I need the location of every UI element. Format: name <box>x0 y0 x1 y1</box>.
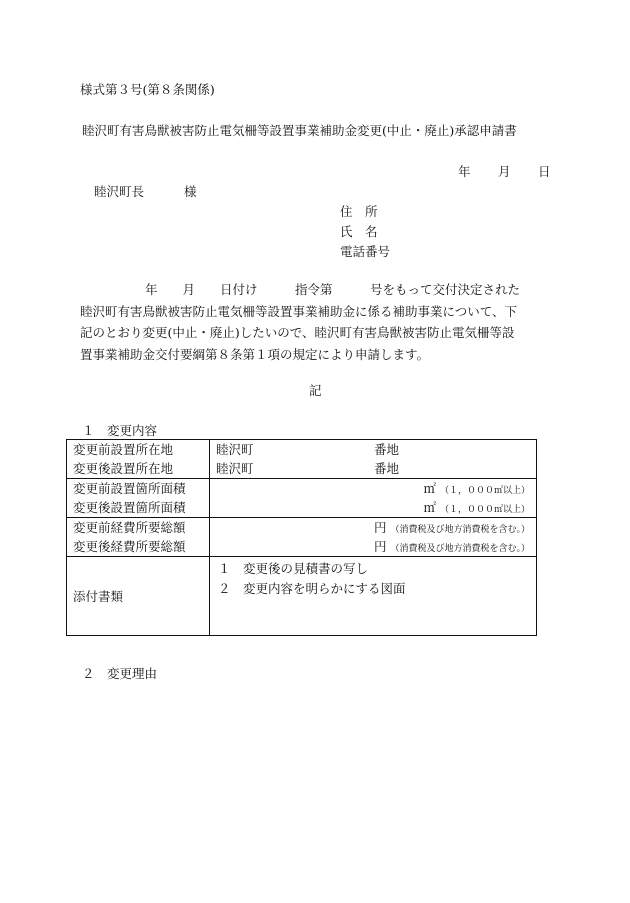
body-paragraph <box>80 279 550 365</box>
after-area-label: 変更後設置箇所面積 <box>73 500 186 515</box>
date-day-label: 日 <box>538 164 551 179</box>
location-label-cell <box>67 440 210 479</box>
before-cost-label: 変更前経費所要総額 <box>73 520 186 535</box>
date-year-label: 年 <box>458 164 471 179</box>
attachment-item: １ 変更後の見積書の写し <box>218 561 369 576</box>
addressee-honorific: 様 <box>184 184 197 199</box>
attachments-label: 添付書類 <box>73 589 124 604</box>
document-title: 睦沢町有害鳥獣被害防止電気柵等設置事業補助金変更(中止・廃止)承認申請書 <box>82 123 517 138</box>
before-cost-note: （消費税及び地方消費税を含む。） <box>390 525 530 535</box>
before-location-suffix: 番地 <box>374 442 400 457</box>
attachments-value-cell <box>210 557 537 636</box>
after-area-note: （１，０００㎡以上） <box>439 505 530 515</box>
before-area-label: 変更前設置箇所面積 <box>73 481 186 496</box>
before-cost-value <box>216 518 530 537</box>
form-number: 様式第３号(第８条関係) <box>80 82 215 97</box>
date-month-label: 月 <box>498 164 511 179</box>
after-cost-unit: 円 <box>373 539 387 554</box>
before-location-label: 変更前設置所在地 <box>73 442 174 457</box>
applicant-name-label: 氏 名 <box>340 224 378 239</box>
area-value-cell <box>210 479 537 518</box>
before-area-note: （１，０００㎡以上） <box>439 486 530 496</box>
body-line: 記のとおり変更(中止・廃止)したいので、睦沢町有害鳥獣被害防止電気柵等設 <box>80 325 515 340</box>
area-label-cell <box>67 479 210 518</box>
after-area-unit: ㎡ <box>423 500 436 515</box>
table-row <box>67 440 537 479</box>
before-location-value <box>216 440 530 459</box>
after-cost-label: 変更後経費所要総額 <box>73 539 186 554</box>
attachments-label-cell <box>67 557 210 636</box>
attachment-item: ２ 変更内容を明らかにする図面 <box>218 581 406 596</box>
addressee-name: 睦沢町長 <box>94 184 145 199</box>
before-area-unit: ㎡ <box>423 481 436 496</box>
applicant-phone-label: 電話番号 <box>340 244 391 259</box>
after-area-value <box>216 498 530 517</box>
body-line: 年 月 日付け 指令第 号をもって交付決定された <box>145 282 521 297</box>
after-location-label: 変更後設置所在地 <box>73 461 174 476</box>
body-line: 置事業補助金交付要綱第８条第１項の規定により申請します。 <box>80 346 430 362</box>
after-location-suffix: 番地 <box>374 461 400 476</box>
section-2-title: ２ 変更理由 <box>82 666 158 681</box>
table-row <box>67 479 537 518</box>
change-details-table <box>66 439 537 636</box>
after-cost-value <box>216 537 530 556</box>
applicant-address-label: 住 所 <box>340 204 378 219</box>
ki-heading: 記 <box>309 383 322 398</box>
cost-label-cell <box>67 518 210 557</box>
after-location-value <box>216 459 530 478</box>
after-cost-note: （消費税及び地方消費税を含む。） <box>390 544 530 554</box>
section-1-title: １ 変更内容 <box>82 423 158 438</box>
attachments-list <box>216 559 530 599</box>
body-line: 睦沢町有害鳥獣被害防止電気柵等設置事業補助金に係る補助事業について、下 <box>80 303 518 319</box>
table-row <box>67 557 537 636</box>
before-area-value <box>216 479 530 498</box>
table-row <box>67 518 537 557</box>
cost-value-cell <box>210 518 537 557</box>
before-location-town: 睦沢町 <box>216 442 254 457</box>
before-cost-unit: 円 <box>373 520 387 535</box>
after-location-town: 睦沢町 <box>216 461 254 476</box>
location-value-cell <box>210 440 537 479</box>
